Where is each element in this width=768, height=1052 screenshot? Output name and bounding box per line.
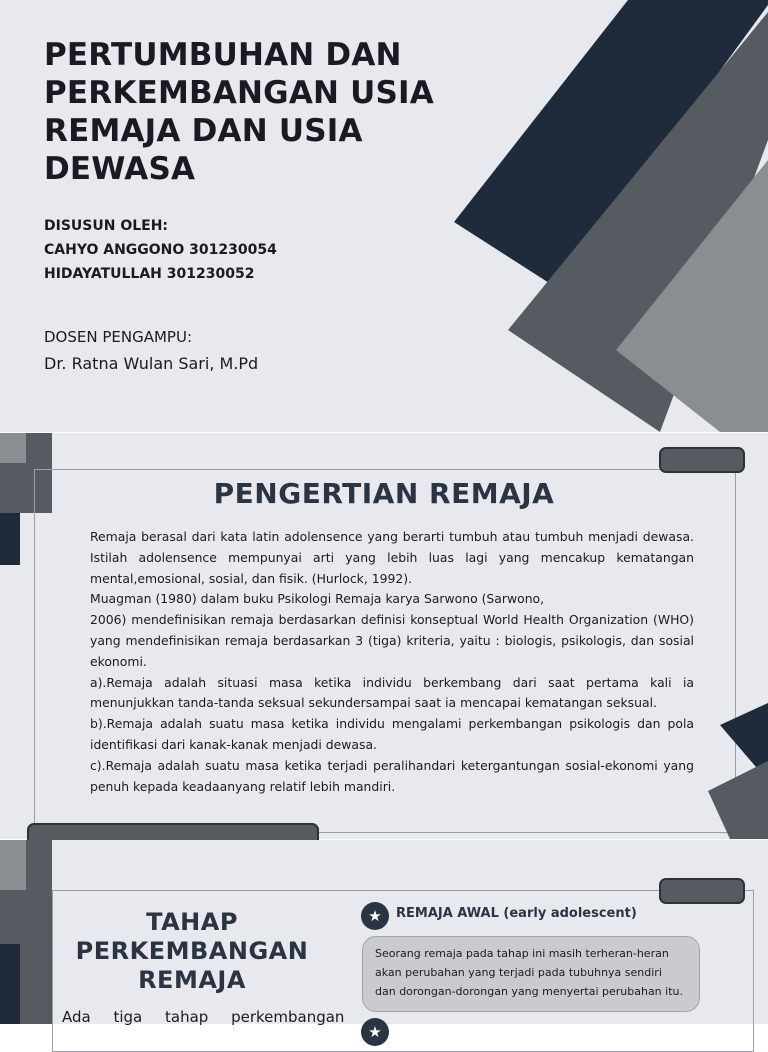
corner-square-mid: [0, 840, 26, 890]
stage-early-description: [362, 936, 700, 1012]
top-right-tab: [659, 447, 745, 473]
paragraph-who: 2006) mendefinisikan remaja berdasarkan definisi konseptual World Health Organization (WHO) yang mendefinisikan remaja berdasarkan 3 (tiga) kriteria, yaitu : biologis, psikologis, dan sosial ekonomi.: [90, 612, 694, 669]
paragraph-criterion-a: a).Remaja adalah situasi masa ketika individu berkembang dari saat pertama kali ia menunjukkan tanda-tanda seksual sekundersampai saat ia mencapai kematangan seksual.: [90, 674, 694, 711]
definition-slide: [0, 433, 768, 839]
corner-square-mid: [0, 433, 26, 463]
intro-text: Ada tiga tahap perkembangan: [62, 1008, 345, 1026]
stage-early-title: REMAJA AWAL (early adolescent): [396, 906, 637, 921]
decorative-diagonal-shapes: [690, 703, 768, 839]
paragraph-criterion-c: c).Remaja adalah suatu masa ketika terjadi peralihandari ketergantungan sosial-ekonomi yang penuh kepada keadaanyang relatif lebih mandiri.: [90, 757, 694, 794]
cover-title: PERTUMBUHAN DAN PERKEMBANGAN USIA REMAJA DAN USIA DEWASA: [44, 37, 434, 187]
author-2: HIDAYATULLAH 301230052: [44, 266, 255, 282]
paragraph-muagman: Muagman (1980) dalam buku Psikologi Remaja karya Sarwono (Sarwono,: [90, 591, 545, 607]
author-1: CAHYO ANGGONO 301230054: [44, 242, 277, 258]
author-block: [44, 214, 277, 286]
star-icon: ★: [361, 902, 389, 930]
paragraph-criterion-b: b).Remaja adalah suatu masa ketika individu mengalami perkembangan psikologis dan pola identifikasi dari kanak-kanak menjadi dewasa.: [90, 716, 694, 752]
lecturer-label: DOSEN PENGAMPU:: [44, 328, 192, 346]
corner-square-navy: [0, 944, 20, 1024]
authored-by-label: DISUSUN OLEH:: [44, 218, 169, 234]
definition-body: [90, 527, 694, 797]
lecturer-name: Dr. Ratna Wulan Sari, M.Pd: [44, 354, 259, 373]
section-heading: TAHAP PERKEMBANGAN REMAJA: [75, 908, 309, 994]
cover-slide: [0, 0, 768, 432]
section-heading: PENGERTIAN REMAJA: [213, 477, 555, 510]
stages-slide: [0, 840, 768, 1041]
corner-square-navy: [0, 513, 20, 565]
stage-early-line-3: dan dorongan-dorongan yang menyertai perubahan itu.: [375, 985, 683, 998]
star-icon: ★: [361, 1018, 389, 1046]
paragraph-etymology: Remaja berasal dari kata latin adolensence yang berarti tumbuh atau tumbuh menjadi dewasa. Istilah adolensence mempunyai arti yang lebih luas lagi yang mencakup kematangan mental,emosional, sosial, dan fisik. (Hurlock, 1992).: [90, 529, 694, 586]
stage-early-line-2: akan perubahan yang terjadi pada tubuhnya sendiri: [375, 966, 662, 979]
top-right-tab: [659, 878, 745, 904]
stage-early-line-1: Seorang remaja pada tahap ini masih terheran-heran: [375, 947, 669, 960]
